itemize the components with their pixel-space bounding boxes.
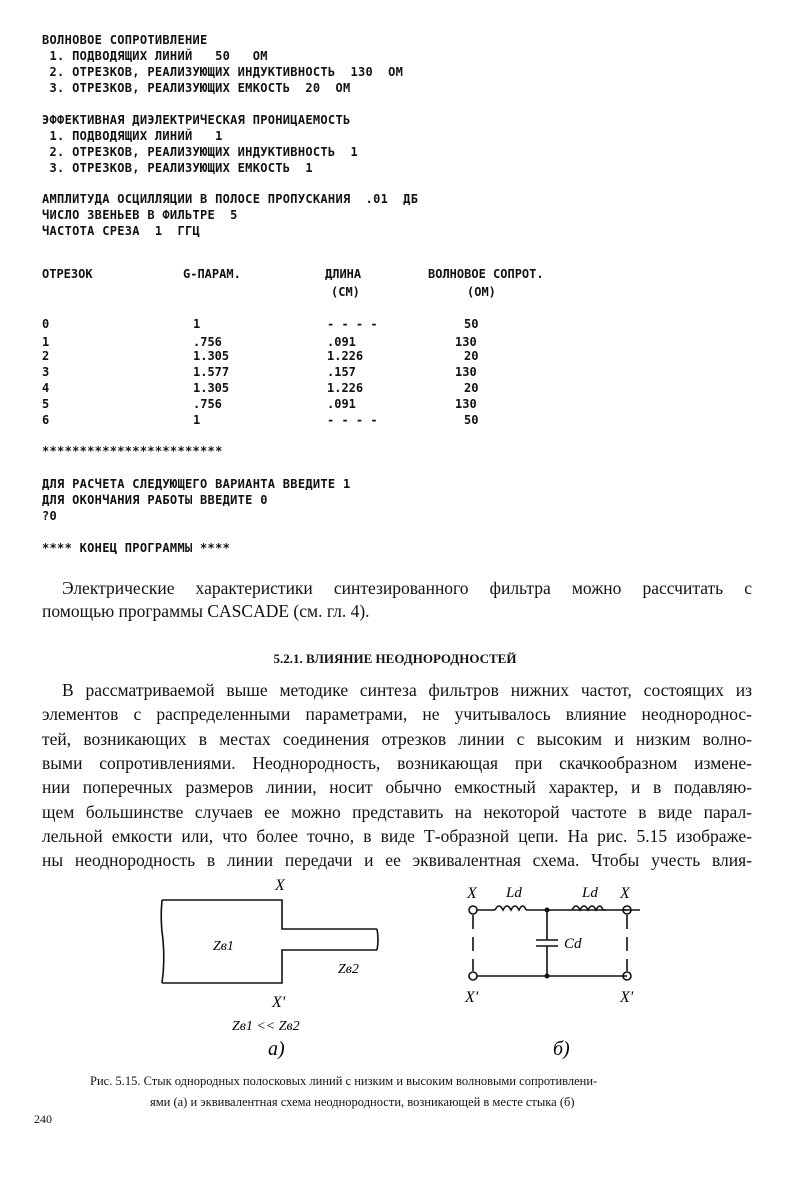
label-z1: Zв1	[213, 939, 234, 954]
paragraph-line: лельной емкости или, что более точно, в виде Т-образной цепи. На рис. 5.15 изображе-	[42, 825, 752, 846]
paragraph-line: щем большинстве случаев ее можно представить на некоторой частоте в виде парал-	[42, 801, 752, 822]
label-x-top: X	[275, 877, 285, 894]
table-unit: (ОМ)	[467, 285, 496, 299]
label-x-tr: X	[620, 885, 630, 902]
paragraph-line: помощью программы CASCADE (см. гл. 4).	[42, 601, 370, 621]
label-x-br: X'	[620, 989, 634, 1006]
table-header: ОТРЕЗОК	[42, 267, 93, 281]
table-cell: 20	[464, 381, 479, 395]
table-cell: 1	[193, 413, 201, 427]
table-cell: .091	[327, 397, 356, 411]
printout-line: ЭФФЕКТИВНАЯ ДИЭЛЕКТРИЧЕСКАЯ ПРОНИЦАЕМОСТЬ	[42, 113, 351, 127]
table-cell: 130	[455, 365, 477, 379]
table-header: ДЛИНА	[325, 267, 362, 281]
table-cell: 1.226	[327, 349, 364, 363]
printout-line: ВОЛНОВОЕ СОПРОТИВЛЕНИЕ	[42, 33, 208, 47]
paragraph-line: ны неоднородность в линии передачи и ее эквивалентная схема. Чтобы учесть влия-	[42, 850, 752, 871]
label-x-bl: X'	[465, 989, 479, 1006]
table-cell: 50	[464, 413, 479, 427]
table-cell: 5	[42, 397, 50, 411]
printout-line: 2. ОТРЕЗКОВ, РЕАЛИЗУЮЩИХ ИНДУКТИВНОСТЬ 1	[42, 145, 359, 159]
table-cell: 1.305	[193, 381, 230, 395]
label-x-bottom: X'	[272, 994, 286, 1011]
table-cell: 4	[42, 381, 50, 395]
printout-end: **** КОНЕЦ ПРОГРАММЫ ****	[42, 541, 231, 555]
table-header: ВОЛНОВОЕ СОПРОТ.	[428, 267, 544, 281]
table-cell: .756	[193, 335, 222, 349]
table-cell: 130	[455, 335, 477, 349]
label-b: б)	[553, 1038, 570, 1060]
equivalent-circuit	[469, 906, 640, 980]
printout-stars: ************************	[42, 444, 223, 458]
table-cell: 6	[42, 413, 50, 427]
figure-caption-line: ями (а) и эквивалентная схема неоднородности, возникающей в месте стыка (б)	[150, 1095, 575, 1109]
printout-line: 1. ПОДВОДЯЩИХ ЛИНИЙ 1	[42, 129, 223, 143]
figure-caption-line: Рис. 5.15. Стык однородных полосковых линий с низким и высоким волновыми сопротивлени-	[90, 1074, 598, 1088]
printout-line: ?0	[42, 509, 58, 523]
table-cell: 3	[42, 365, 50, 379]
table-cell: 1.226	[327, 381, 364, 395]
table-cell: - - - -	[327, 413, 378, 427]
table-cell: 1.305	[193, 349, 230, 363]
printout-line: ДЛЯ РАСЧЕТА СЛЕДУЮЩЕГО ВАРИАНТА ВВЕДИТЕ 1	[42, 477, 351, 491]
printout-line: 3. ОТРЕЗКОВ, РЕАЛИЗУЮЩИХ ЕМКОСТЬ 1	[42, 161, 313, 175]
paragraph-line: В рассматриваемой выше методике синтеза фильтров нижних частот, состоящих из	[62, 680, 752, 700]
printout-line: АМПЛИТУДА ОСЦИЛЛЯЦИИ В ПОЛОСЕ ПРОПУСКАНИЯ .01 ДБ	[42, 192, 419, 206]
printout-line: ДЛЯ ОКОНЧАНИЯ РАБОТЫ ВВЕДИТЕ 0	[42, 493, 268, 507]
table-cell: 0	[42, 317, 50, 331]
label-a: а)	[268, 1038, 285, 1060]
table-cell: 130	[455, 397, 477, 411]
table-cell: .157	[327, 365, 356, 379]
section-heading: 5.2.1. ВЛИЯНИЕ НЕОДНОРОДНОСТЕЙ	[273, 651, 517, 666]
table-cell: 2	[42, 349, 50, 363]
label-relation: Zв1 << Zв2	[232, 1019, 300, 1034]
printout-line: 3. ОТРЕЗКОВ, РЕАЛИЗУЮЩИХ ЕМКОСТЬ 20 ОМ	[42, 81, 351, 95]
label-l2: Ld	[582, 885, 598, 901]
table-cell: 1	[42, 335, 50, 349]
table-header: G-ПАРАМ.	[183, 267, 241, 281]
paragraph-line: нии поперечных размеров линии, носит обычно емкостный характер, и в подавляю-	[42, 777, 752, 798]
paragraph-line: элементов с распределенными параметрами, не учитывалось влияние неоднороднос-	[42, 704, 752, 725]
label-c: Cd	[564, 936, 582, 952]
table-cell: .756	[193, 397, 222, 411]
label-z2: Zв2	[338, 962, 359, 977]
printout-line: 1. ПОДВОДЯЩИХ ЛИНИЙ 50 ОМ	[42, 49, 268, 63]
table-cell: 1.577	[193, 365, 230, 379]
printout-line: ЧИСЛО ЗВЕНЬЕВ В ФИЛЬТРЕ 5	[42, 208, 238, 222]
table-unit: (СМ)	[331, 285, 360, 299]
table-cell: 50	[464, 317, 479, 331]
label-x-tl: X	[467, 885, 477, 902]
figure-5-15	[0, 870, 790, 1070]
table-cell: 1	[193, 317, 201, 331]
printout-line: 2. ОТРЕЗКОВ, РЕАЛИЗУЮЩИХ ИНДУКТИВНОСТЬ 130 ОМ	[42, 65, 404, 79]
paragraph-line: выми сопротивлениями. Неоднородность, возникающая при скачкообразном измене-	[42, 752, 752, 773]
label-l1: Ld	[506, 885, 522, 901]
table-cell: - - - -	[327, 317, 378, 331]
paragraph-line: тей, возникающих в местах соединения отрезков линии с высоким и низким волно-	[42, 728, 752, 749]
table-cell: .091	[327, 335, 356, 349]
printout-line: ЧАСТОТА СРЕЗА 1 ГГЦ	[42, 224, 201, 238]
page-number: 240	[34, 1112, 52, 1126]
table-cell: 20	[464, 349, 479, 363]
paragraph-line: Электрические характеристики синтезированного фильтра можно рассчитать с	[62, 578, 752, 598]
